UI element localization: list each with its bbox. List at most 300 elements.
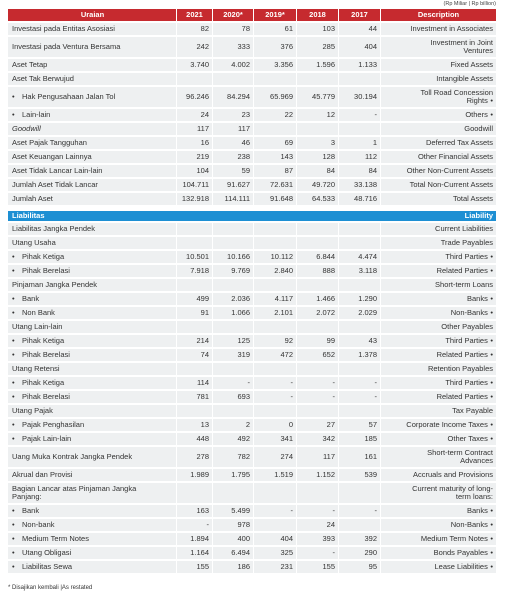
row-value: 99 — [326, 335, 335, 345]
row-value: 6.494 — [231, 547, 250, 557]
row-label-cell — [8, 321, 176, 333]
value-cell — [176, 321, 212, 333]
table-row — [8, 469, 496, 483]
row-description-cell — [380, 391, 496, 403]
row-description-wrap — [437, 267, 493, 276]
value-cell — [212, 483, 253, 503]
row-description-wrap — [406, 421, 493, 430]
row-description: Third Parties — [445, 377, 488, 387]
row-description-cell — [380, 137, 496, 149]
value-cell — [338, 223, 380, 235]
row-label: Hak Pengusahaan Jalan Tol — [22, 91, 116, 101]
row-value: 114 — [197, 377, 209, 387]
value-cell — [212, 137, 253, 149]
row-label-cell — [8, 265, 176, 277]
row-value: 400 — [237, 533, 250, 543]
value-cell — [296, 165, 338, 177]
value-cell — [176, 73, 212, 85]
row-value: 2.029 — [358, 307, 377, 317]
row-value: 7.918 — [190, 265, 209, 275]
row-description-wrap — [421, 535, 493, 544]
row-label: Medium Term Notes — [22, 533, 89, 543]
value-cell — [212, 37, 253, 57]
value-cell — [212, 419, 253, 431]
row-value: 65.969 — [270, 91, 293, 101]
value-cell — [212, 363, 253, 375]
row-label-cell — [8, 547, 176, 559]
row-label-cell — [8, 193, 176, 205]
value-cell — [296, 335, 338, 347]
row-description: Banks — [467, 293, 488, 303]
value-cell — [176, 533, 212, 545]
row-value: 1.596 — [316, 59, 335, 69]
row-description: Retention Payables — [427, 363, 493, 373]
row-value: 72.631 — [270, 179, 293, 189]
row-label: Aset Tak Berwujud — [12, 73, 74, 83]
value-cell — [176, 23, 212, 35]
row-description: Fixed Assets — [450, 59, 493, 69]
row-value: 64.533 — [312, 193, 335, 203]
row-label: Utang Retensi — [12, 363, 60, 373]
value-cell — [212, 335, 253, 347]
row-value: 128 — [322, 151, 335, 161]
value-cell — [338, 265, 380, 277]
value-cell — [212, 307, 253, 319]
row-value: 161 — [364, 451, 377, 461]
row-description: Toll Road Concession Rights — [420, 87, 493, 105]
row-description-wrap — [426, 139, 493, 148]
row-description-cell — [380, 193, 496, 205]
row-value: - — [290, 391, 293, 401]
value-cell — [253, 37, 296, 57]
bullet-icon: • — [12, 547, 15, 557]
row-value: - — [206, 519, 209, 529]
row-description-wrap — [410, 25, 493, 34]
row-description-wrap — [437, 351, 493, 360]
row-description-wrap — [407, 167, 493, 176]
value-cell — [338, 109, 380, 121]
row-value: 114.111 — [224, 193, 250, 203]
row-description-cell — [380, 519, 496, 531]
row-description-cell — [380, 321, 496, 333]
value-cell — [296, 547, 338, 559]
row-description-cell — [380, 179, 496, 191]
row-description-wrap — [435, 281, 493, 290]
bullet-icon: • — [490, 307, 493, 317]
value-cell — [296, 483, 338, 503]
row-value: 82 — [200, 23, 209, 33]
row-value: 59 — [241, 165, 250, 175]
bullet-icon: • — [12, 419, 15, 429]
row-value: 3.740 — [190, 59, 209, 69]
row-value: 1.133 — [358, 59, 377, 69]
row-value: 1.164 — [190, 547, 209, 557]
row-description-cell — [380, 87, 496, 107]
value-cell — [296, 433, 338, 445]
value-cell — [253, 123, 296, 135]
bullet-icon: • — [490, 519, 493, 529]
value-cell — [176, 349, 212, 361]
row-description: Trade Payables — [440, 237, 493, 247]
value-cell — [338, 237, 380, 249]
row-value: 0 — [288, 419, 293, 429]
value-cell — [338, 469, 380, 481]
value-cell — [253, 483, 296, 503]
row-description-wrap — [467, 507, 493, 516]
row-value: 104 — [196, 165, 209, 175]
row-value: 333 — [237, 41, 250, 51]
row-description: Non-Banks — [450, 307, 488, 317]
row-label: Pihak Ketiga — [22, 377, 65, 387]
row-label-cell — [8, 279, 176, 291]
row-value: 24 — [326, 519, 335, 529]
row-description-wrap — [402, 89, 493, 106]
row-label: Bank — [22, 293, 40, 303]
row-value: - — [290, 377, 293, 387]
row-value: 888 — [322, 265, 335, 275]
row-value: 342 — [322, 433, 335, 443]
row-value: 12 — [326, 109, 335, 119]
bullet-icon: • — [490, 419, 493, 429]
row-value: 96.246 — [186, 91, 209, 101]
row-value: 10.166 — [227, 251, 250, 261]
table-row — [8, 137, 496, 151]
bullet-icon: • — [490, 265, 493, 275]
bullet-icon: • — [12, 91, 15, 101]
row-value: 782 — [237, 451, 250, 461]
value-cell — [253, 469, 296, 481]
value-cell — [296, 137, 338, 149]
row-description: Corporate Income Taxes — [406, 419, 488, 429]
row-description: Medium Term Notes — [420, 533, 488, 543]
row-value: 219 — [196, 151, 209, 161]
value-cell — [212, 151, 253, 163]
row-value: 84 — [326, 165, 335, 175]
row-description-cell — [380, 505, 496, 517]
value-cell — [296, 447, 338, 467]
value-cell — [338, 335, 380, 347]
row-label-cell — [8, 179, 176, 191]
value-cell — [253, 165, 296, 177]
value-cell — [296, 321, 338, 333]
row-label: Jumlah Aset Tidak Lancar — [12, 179, 98, 189]
value-cell — [253, 377, 296, 389]
row-description: Non-Banks — [450, 519, 488, 529]
row-value: 1.378 — [358, 349, 377, 359]
value-cell — [176, 363, 212, 375]
value-cell — [338, 87, 380, 107]
value-cell — [253, 265, 296, 277]
row-value: 5.499 — [231, 505, 250, 515]
row-label-cell — [8, 469, 176, 481]
row-label: Utang Obligasi — [22, 547, 72, 557]
row-value: 163 — [196, 505, 209, 515]
value-cell — [176, 419, 212, 431]
row-label: Uang Muka Kontrak Jangka Pendek — [12, 451, 133, 461]
row-value: 186 — [237, 561, 250, 571]
value-cell — [253, 251, 296, 263]
row-label-cell — [8, 447, 176, 467]
row-description-wrap — [413, 471, 493, 480]
row-value: 155 — [322, 561, 335, 571]
bullet-icon: • — [12, 349, 15, 359]
value-cell — [253, 223, 296, 235]
row-value: - — [374, 109, 377, 119]
value-cell — [176, 307, 212, 319]
value-cell — [296, 59, 338, 71]
bullet-icon: • — [490, 433, 493, 443]
row-value: 1.989 — [190, 469, 209, 479]
footnote: * Disajikan kembali |As restated — [8, 585, 93, 591]
row-value: 781 — [196, 391, 209, 401]
row-value: 117 — [323, 451, 335, 461]
row-description: Deferred Tax Assets — [426, 137, 493, 147]
value-cell — [212, 165, 253, 177]
row-value: 24 — [200, 109, 209, 119]
value-cell — [212, 87, 253, 107]
row-value: 30.194 — [354, 91, 377, 101]
table-row — [8, 293, 496, 307]
bullet-icon: • — [490, 96, 493, 105]
value-cell — [253, 59, 296, 71]
row-description: Other Payables — [441, 321, 493, 331]
row-description-cell — [380, 73, 496, 85]
row-label-cell — [8, 237, 176, 249]
value-cell — [176, 193, 212, 205]
table-header-row — [8, 9, 496, 23]
row-value: 91.648 — [270, 193, 293, 203]
row-value: 92 — [284, 335, 293, 345]
section-description: Liability — [464, 210, 493, 220]
value-cell — [176, 377, 212, 389]
value-cell — [253, 405, 296, 417]
row-value: 33.138 — [354, 179, 377, 189]
header-year: 2017 — [351, 9, 368, 19]
assets-rows — [8, 23, 496, 207]
row-value: 693 — [237, 391, 250, 401]
value-cell — [296, 109, 338, 121]
row-description-wrap — [435, 225, 493, 234]
row-label: Bank — [22, 505, 40, 515]
row-value: 13 — [200, 419, 209, 429]
row-value: 22 — [284, 109, 293, 119]
row-description-wrap — [452, 407, 493, 416]
row-description: Related Parties — [436, 349, 488, 359]
value-cell — [253, 109, 296, 121]
row-label: Utang Pajak — [12, 405, 53, 415]
row-description: Lease Liabilities — [434, 561, 488, 571]
bullet-icon: • — [490, 377, 493, 387]
value-cell — [338, 137, 380, 149]
row-description: Investment in Joint Ventures — [430, 37, 493, 55]
value-cell — [296, 237, 338, 249]
row-label-cell — [8, 165, 176, 177]
value-cell — [212, 561, 253, 573]
row-value: 539 — [364, 469, 377, 479]
value-cell — [253, 73, 296, 85]
table-row — [8, 433, 496, 447]
row-label-cell — [8, 137, 176, 149]
table-row — [8, 151, 496, 165]
value-cell — [176, 547, 212, 559]
row-label-cell — [8, 483, 176, 503]
value-cell — [176, 251, 212, 263]
value-cell — [176, 59, 212, 71]
row-value: 978 — [237, 519, 250, 529]
row-label: Investasi pada Ventura Bersama — [12, 41, 121, 51]
value-cell — [176, 279, 212, 291]
table-row — [8, 251, 496, 265]
value-cell — [338, 179, 380, 191]
value-cell — [212, 433, 253, 445]
value-cell — [338, 483, 380, 503]
value-cell — [212, 533, 253, 545]
value-cell — [296, 37, 338, 57]
row-value: 6.844 — [316, 251, 335, 261]
row-label: Pajak Lain-lain — [22, 433, 72, 443]
value-cell — [176, 405, 212, 417]
value-cell — [176, 151, 212, 163]
value-cell — [253, 519, 296, 531]
row-description: Bonds Payables — [433, 547, 488, 557]
value-cell — [212, 505, 253, 517]
value-cell — [212, 223, 253, 235]
row-description: Current Liabilities — [435, 223, 493, 233]
value-cell — [212, 237, 253, 249]
row-value: 290 — [364, 547, 377, 557]
row-value: 143 — [280, 151, 293, 161]
row-label-cell — [8, 405, 176, 417]
row-label: Non-bank — [22, 519, 55, 529]
row-value: 2.840 — [274, 265, 293, 275]
row-description: Current maturity of long-term loans: — [412, 483, 493, 501]
header-description: Description — [417, 9, 460, 19]
value-cell — [212, 123, 253, 135]
table-row — [8, 363, 496, 377]
value-cell — [253, 505, 296, 517]
row-value: 16 — [200, 137, 209, 147]
value-cell — [296, 533, 338, 545]
row-label-cell — [8, 363, 176, 375]
row-value: 104.711 — [182, 179, 209, 189]
value-cell — [253, 193, 296, 205]
bullet-icon: • — [12, 377, 15, 387]
table-row — [8, 165, 496, 179]
row-label-cell — [8, 123, 176, 135]
row-value: - — [290, 505, 293, 515]
row-description-cell — [380, 377, 496, 389]
header-year-cell — [338, 9, 380, 21]
bullet-icon: • — [490, 391, 493, 401]
row-description-cell — [380, 307, 496, 319]
table-row — [8, 405, 496, 419]
bullet-icon: • — [12, 519, 15, 529]
value-cell — [338, 23, 380, 35]
row-value: 278 — [196, 451, 209, 461]
row-label: Liabilitas Jangka Pendek — [12, 223, 95, 233]
row-description-cell — [380, 447, 496, 467]
row-description-cell — [380, 349, 496, 361]
value-cell — [212, 469, 253, 481]
row-value: 117 — [197, 123, 209, 133]
row-value: 404 — [280, 533, 293, 543]
row-value: 1.519 — [274, 469, 293, 479]
row-description-cell — [380, 59, 496, 71]
value-cell — [253, 293, 296, 305]
row-label: Aset Keuangan Lainnya — [12, 151, 92, 161]
row-label-cell — [8, 349, 176, 361]
value-cell — [212, 293, 253, 305]
row-description-cell — [380, 279, 496, 291]
value-cell — [176, 293, 212, 305]
value-cell — [176, 505, 212, 517]
table-row — [8, 265, 496, 279]
row-description-cell — [380, 533, 496, 545]
row-description-cell — [380, 151, 496, 163]
row-label: Bagian Lancar atas Pinjaman Jangka Panjang: — [12, 483, 137, 501]
row-value: - — [332, 547, 335, 557]
row-description-cell — [380, 433, 496, 445]
row-label: Aset Pajak Tangguhan — [12, 137, 87, 147]
row-description: Other Taxes — [447, 433, 488, 443]
row-label: Investasi pada Entitas Asosiasi — [12, 23, 115, 33]
row-value: 46 — [241, 137, 250, 147]
row-description-cell — [380, 237, 496, 249]
value-cell — [212, 349, 253, 361]
row-label: Lain-lain — [22, 109, 51, 119]
value-cell — [212, 377, 253, 389]
value-cell — [176, 165, 212, 177]
value-cell — [338, 193, 380, 205]
value-cell — [253, 533, 296, 545]
value-cell — [338, 73, 380, 85]
bullet-icon: • — [490, 505, 493, 515]
row-label-cell — [8, 23, 176, 35]
row-value: 4.117 — [274, 293, 293, 303]
value-cell — [176, 519, 212, 531]
row-value: 1.466 — [316, 293, 335, 303]
value-cell — [338, 123, 380, 135]
value-cell — [296, 293, 338, 305]
value-cell — [338, 547, 380, 559]
header-label: Uraian — [80, 9, 105, 19]
table-row — [8, 123, 496, 137]
table-row — [8, 505, 496, 519]
row-description-cell — [380, 363, 496, 375]
value-cell — [212, 447, 253, 467]
row-description: Banks — [467, 505, 488, 515]
row-description-cell — [380, 419, 496, 431]
value-cell — [253, 335, 296, 347]
row-description-cell — [380, 293, 496, 305]
row-value: 285 — [322, 41, 335, 51]
value-cell — [296, 265, 338, 277]
value-cell — [176, 561, 212, 573]
row-description: Related Parties — [436, 391, 488, 401]
row-description: Tax Payable — [452, 405, 493, 415]
row-value: 393 — [322, 533, 335, 543]
table-row — [8, 533, 496, 547]
value-cell — [296, 469, 338, 481]
value-cell — [253, 447, 296, 467]
bullet-icon: • — [490, 109, 493, 119]
bullet-icon: • — [12, 251, 15, 261]
bullet-icon: • — [12, 391, 15, 401]
value-cell — [296, 251, 338, 263]
row-value: 3.118 — [358, 265, 377, 275]
value-cell — [296, 519, 338, 531]
value-cell — [253, 321, 296, 333]
